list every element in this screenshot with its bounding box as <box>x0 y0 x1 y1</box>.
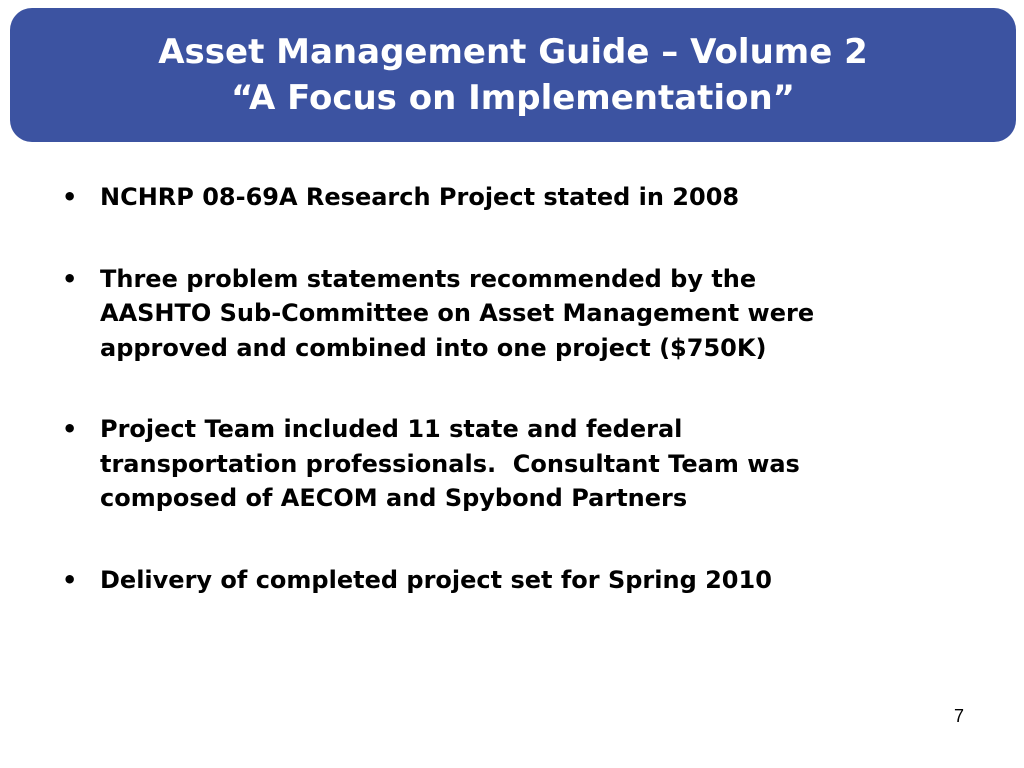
title-line-1: Asset Management Guide – Volume 2 <box>158 32 868 72</box>
bullet-2-line-3: approved and combined into one project ($750K) <box>100 333 767 362</box>
bullet-1-line-1: NCHRP 08-69A Research Project stated in 2008 <box>100 183 740 211</box>
bullet-dot-icon: • <box>62 565 78 594</box>
title-banner <box>10 8 1016 142</box>
bullet-dot-icon: • <box>62 183 78 211</box>
bullet-item-2 <box>58 262 958 366</box>
bullet-3-line-1: Project Team included 11 state and federal <box>100 415 683 443</box>
page-number: 7 <box>953 706 964 726</box>
bullet-item-4 <box>58 563 958 598</box>
bullet-2-line-1: Three problem statements recommended by the <box>100 264 757 293</box>
bullet-list <box>58 180 958 644</box>
bullet-dot-icon: • <box>62 264 78 293</box>
bullet-dot-icon: • <box>62 415 78 443</box>
title-line-2: “A Focus on Implementation” <box>231 78 795 118</box>
bullet-4-line-1: Delivery of completed project set for Spring 2010 <box>100 565 772 594</box>
bullet-3-line-2: transportation professionals. Consultant Team was <box>100 449 800 478</box>
bullet-2-line-2: AASHTO Sub-Committee on Asset Management were <box>100 299 815 327</box>
bullet-item-1 <box>58 180 958 215</box>
bullet-item-3 <box>58 412 958 516</box>
bullet-3-line-3: composed of AECOM and Spybond Partners <box>100 484 688 512</box>
